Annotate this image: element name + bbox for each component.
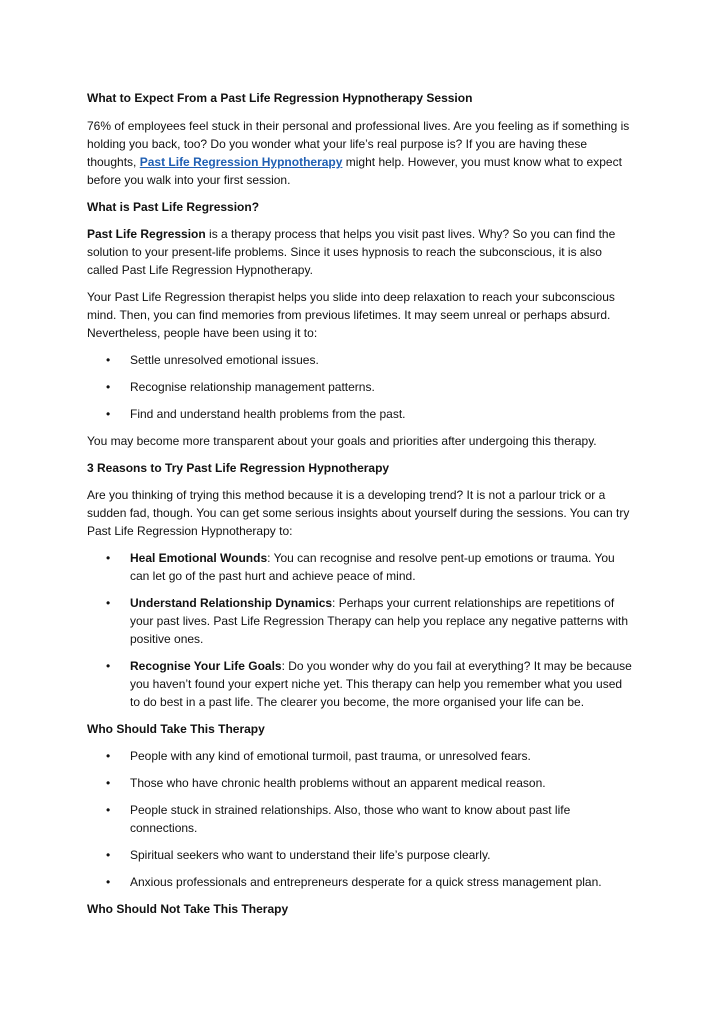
section-heading-who-should: Who Should Take This Therapy [87,722,265,736]
list-item [87,405,633,423]
reasons-intro-paragraph: Are you thinking of trying this method because it is a developing trend? It is not a parlour trick or a sudden fad, though. You can get some serious insights about yourself during the sessions. You can try Past Life Regression Hypnotherapy to: [87,488,630,538]
list-item [87,846,633,864]
term-past-life-regression: Past Life Regression [87,227,206,241]
bullet-icon: • [106,848,111,862]
list-item [87,774,633,792]
therapist-paragraph: Your Past Life Regression therapist helps you slide into deep relaxation to reach your subconscious mind. Then, you can find memories from previous lifetimes. It may seem unreal or perhaps absurd. Nevertheless, people have been using it to: [87,290,615,340]
reason-text: : Perhaps your current relationships are repetitions of your past lives. Past Life Regression Therapy can help you replace any negative patterns with positive ones. [130,596,629,646]
section-heading-who-should-not: Who Should Not Take This Therapy [87,902,289,916]
reason-text: : You can recognise and resolve pent-up emotions or trauma. You can let go of the past hurt and achieve peace of mind. [130,551,615,583]
section-heading-what-is: What is Past Life Regression? [87,200,260,214]
list-item [87,378,633,396]
reasons-list [87,549,633,711]
list-item [87,747,633,765]
reason-text: : Do you wonder why do you fail at everything? It may be because you haven’t found your expert niche yet. This therapy can help you remember what you used to do best in a past life. The clearer you become, the more organised your life can be. [130,659,632,709]
bullet-icon: • [106,551,111,565]
intro-text-before: 76% of employees feel stuck in their personal and professional lives. Are you feeling as if something is holding you back, too? Do you wonder what your life’s real purpose is? If you are having these thoughts, [87,119,630,169]
bullet-icon: • [106,596,111,610]
list-item-text: Recognise relationship management patterns. [130,380,375,394]
list-item-text: Anxious professionals and entrepreneurs desperate for a quick stress management plan. [130,875,602,889]
bullet-icon: • [106,380,111,394]
definition-paragraph [87,225,633,279]
bullet-icon: • [106,803,111,817]
bullet-icon: • [106,353,111,367]
list-item [87,351,633,369]
bullet-icon: • [106,749,111,763]
bullet-icon: • [106,875,111,889]
intro-text-after: might help. However, you must know what to expect before you walk into your first session. [87,155,622,187]
list-item-text: People with any kind of emotional turmoil, past trauma, or unresolved fears. [130,749,531,763]
list-item-text: People stuck in strained relationships. Also, those who want to know about past life connections. [130,803,571,835]
uses-list [87,351,633,423]
reason-title: Heal Emotional Wounds [130,551,268,565]
reason-title: Understand Relationship Dynamics [130,596,333,610]
intro-paragraph [87,117,633,189]
list-item [87,873,633,891]
document-title: What to Expect From a Past Life Regression Hypnotherapy Session [87,91,473,105]
bullet-icon: • [106,776,111,790]
reason-title: Recognise Your Life Goals [130,659,282,673]
list-item [87,594,633,648]
transparency-paragraph: You may become more transparent about your goals and priorities after undergoing this therapy. [87,434,597,448]
list-item-text: Settle unresolved emotional issues. [130,353,319,367]
who-should-list [87,747,633,891]
list-item [87,657,633,711]
bullet-icon: • [106,407,111,421]
past-life-regression-link[interactable]: Past Life Regression Hypnotherapy [139,155,343,169]
list-item [87,549,633,585]
definition-text: is a therapy process that helps you visit past lives. Why? So you can find the solution to your present-life problems. Since it uses hypnosis to reach the subconscious, it is also called Past Life Regression Hypnotherapy. [87,227,616,277]
list-item [87,801,633,837]
list-item-text: Those who have chronic health problems without an apparent medical reason. [130,776,546,790]
bullet-icon: • [106,659,111,673]
list-item-text: Spiritual seekers who want to understand their life’s purpose clearly. [130,848,491,862]
section-heading-reasons: 3 Reasons to Try Past Life Regression Hypnotherapy [87,461,390,475]
list-item-text: Find and understand health problems from the past. [130,407,406,421]
